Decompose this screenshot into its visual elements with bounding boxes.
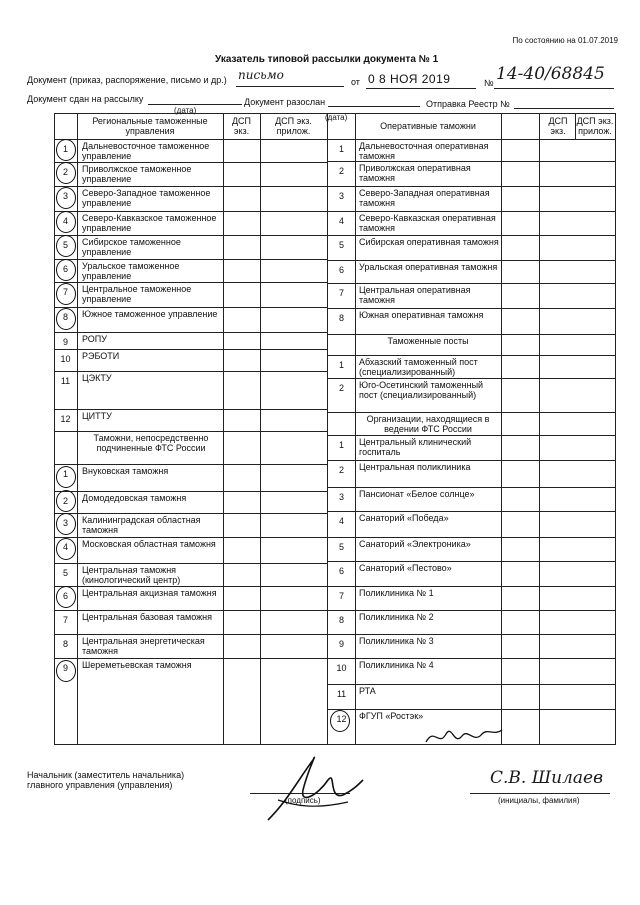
header-left-org: Региональные таможенные управления bbox=[92, 116, 208, 136]
right-row-label: Центральная поликлиника bbox=[359, 462, 471, 472]
selection-circle-mark bbox=[56, 235, 76, 257]
signer-name-handwritten: С.В. Шилаев bbox=[490, 768, 603, 788]
doc-date-stamp: 0 8 НОЯ 2019 bbox=[368, 72, 451, 86]
header-dsp-copies: ДСП экз. bbox=[231, 116, 252, 136]
selection-circle-mark bbox=[56, 139, 76, 161]
right-row-label: РТА bbox=[359, 686, 376, 696]
right-row-number: 2 bbox=[338, 166, 344, 176]
left-row-number: 2 bbox=[62, 496, 68, 506]
header-right-org: Оперативные таможни bbox=[380, 121, 476, 131]
right-row-label: Поликлиника № 2 bbox=[359, 612, 434, 622]
signature-caption: (подпись) bbox=[285, 796, 321, 805]
right-row-label: Таможенные посты bbox=[387, 336, 469, 346]
right-row-number: 4 bbox=[338, 216, 344, 226]
right-row-number: 6 bbox=[338, 566, 344, 576]
selection-circle-mark bbox=[56, 660, 76, 682]
left-row-number: 4 bbox=[62, 216, 68, 226]
right-row-label: Северо-Западная оперативная таможня bbox=[359, 188, 490, 208]
date-caption-left: (дата) bbox=[174, 106, 197, 115]
footer-position bbox=[27, 770, 197, 790]
right-row-label: Северо-Кавказская оперативная таможня bbox=[359, 213, 496, 233]
left-row-number: 4 bbox=[62, 542, 68, 552]
left-row-number: 2 bbox=[62, 167, 68, 177]
left-row-number: 5 bbox=[62, 240, 68, 250]
right-row-label: Сибирская оперативная таможня bbox=[359, 237, 499, 247]
left-row-number: 3 bbox=[62, 518, 68, 528]
left-row-label: Московская областная таможня bbox=[82, 539, 216, 549]
selection-circle-mark bbox=[56, 490, 76, 512]
page-title: Указатель типовой рассылки документа № 1 bbox=[215, 54, 439, 65]
left-row-label: Центральная энергетическая таможня bbox=[82, 636, 205, 656]
right-row-number: 11 bbox=[336, 689, 347, 699]
right-row-number: 3 bbox=[338, 492, 344, 502]
right-row-number: 7 bbox=[338, 288, 344, 298]
right-row-label: Санаторий «Пестово» bbox=[359, 563, 452, 573]
selection-circle-mark bbox=[56, 513, 76, 535]
date-caption-right: (дата) bbox=[325, 113, 348, 122]
row-signature-scribble bbox=[424, 722, 504, 752]
left-row-label: Центральная акцизная таможня bbox=[82, 588, 217, 598]
right-row-label: Уральская оперативная таможня bbox=[359, 262, 498, 272]
selection-circle-mark bbox=[56, 259, 76, 281]
selection-circle-mark bbox=[56, 162, 76, 184]
left-row-number: 8 bbox=[62, 639, 68, 649]
right-row-label: Приволжская оперативная таможня bbox=[359, 163, 471, 183]
right-row-number: 8 bbox=[338, 615, 344, 625]
right-row-label: Санаторий «Электроника» bbox=[359, 539, 471, 549]
left-row-number: 7 bbox=[62, 287, 68, 297]
right-row-number: 1 bbox=[338, 440, 344, 450]
status-date: По состоянию на 01.07.2019 bbox=[512, 36, 618, 45]
right-row-label: Абхазский таможенный пост (специализированный) bbox=[359, 357, 478, 377]
left-row-number: 9 bbox=[62, 663, 68, 673]
left-row-label: Внуковская таможня bbox=[82, 466, 169, 476]
left-row-number: 5 bbox=[62, 568, 68, 578]
name-caption: (инициалы, фамилия) bbox=[498, 796, 580, 805]
right-row-number: 12 bbox=[336, 714, 347, 724]
selection-circle-mark bbox=[56, 586, 76, 608]
left-row-label: РОПУ bbox=[82, 334, 107, 344]
right-row-label: Поликлиника № 4 bbox=[359, 660, 434, 670]
selection-circle-mark bbox=[56, 211, 76, 233]
left-row-number: 9 bbox=[62, 337, 68, 347]
left-row-number: 6 bbox=[62, 591, 68, 601]
right-row-label: Поликлиника № 3 bbox=[359, 636, 434, 646]
date-label: от bbox=[351, 77, 360, 87]
left-row-number: 10 bbox=[60, 354, 71, 364]
right-row-label: ФГУП «Ростэк» bbox=[359, 711, 424, 721]
selection-circle-mark bbox=[56, 283, 76, 305]
footer-position-text: Начальник (заместитель начальника) главного управления (управления) bbox=[27, 770, 185, 790]
selection-circle-mark bbox=[56, 308, 76, 330]
right-row-number: 5 bbox=[338, 240, 344, 250]
left-row-label: Центральная таможня (кинологический центр) bbox=[82, 565, 181, 585]
left-row-label: Северо-Кавказское таможенное управление bbox=[82, 213, 217, 233]
number-label: № bbox=[484, 78, 494, 88]
right-row-number: 8 bbox=[338, 313, 344, 323]
right-row-label: Организации, находящиеся в ведении ФТС России bbox=[366, 414, 490, 434]
right-row-number: 1 bbox=[338, 360, 344, 370]
left-row-label: Приволжское таможенное управление bbox=[82, 164, 192, 184]
selection-circle-mark bbox=[330, 710, 350, 732]
left-row-label: Домодедовская таможня bbox=[82, 493, 187, 503]
right-row-label: Дальневосточная оперативная таможня bbox=[359, 141, 489, 161]
selection-circle-mark bbox=[56, 466, 76, 488]
left-row-number: 1 bbox=[62, 469, 68, 479]
left-row-label: Северо-Западное таможенное управление bbox=[82, 188, 211, 208]
left-row-label: Сибирское таможенное управление bbox=[82, 237, 181, 257]
right-row-label: Центральный клинический госпиталь bbox=[359, 437, 472, 457]
left-row-label: Дальневосточное таможенное управление bbox=[82, 141, 210, 161]
right-row-number: 3 bbox=[338, 191, 344, 201]
left-row-number: 12 bbox=[60, 414, 71, 424]
left-row-number: 6 bbox=[62, 264, 68, 274]
right-row-label: Южная оперативная таможня bbox=[359, 310, 484, 320]
distribution-table bbox=[54, 113, 616, 745]
left-row-label: Уральское таможенное управление bbox=[82, 261, 180, 281]
header-dsp-attach-right: ДСП экз. прилож. bbox=[576, 116, 614, 136]
sent-label: Документ разослан bbox=[244, 97, 326, 107]
header-dsp-copies-right: ДСП экз. bbox=[548, 116, 568, 136]
right-row-number: 2 bbox=[338, 465, 344, 475]
left-row-label: Шереметьевская таможня bbox=[82, 660, 192, 670]
left-row-number: 11 bbox=[60, 376, 71, 386]
selection-circle-mark bbox=[56, 538, 76, 560]
left-row-number: 7 bbox=[62, 615, 68, 625]
left-row-label: РЭБОТИ bbox=[82, 351, 120, 361]
left-row-number: 8 bbox=[62, 312, 68, 322]
left-row-label: ЦЭКТУ bbox=[82, 373, 112, 383]
selection-circle-mark bbox=[56, 187, 76, 209]
doc-number-handwritten: 14-40/68845 bbox=[496, 64, 605, 84]
registry-label: Отправка Реестр № bbox=[426, 99, 510, 109]
right-row-number: 1 bbox=[338, 144, 344, 154]
left-row-label: Центральная базовая таможня bbox=[82, 612, 212, 622]
doc-type-label: Документ (приказ, распоряжение, письмо и др.) bbox=[27, 75, 227, 85]
right-row-number: 2 bbox=[338, 383, 344, 393]
doc-type-handwritten: письмо bbox=[238, 68, 284, 82]
left-row-number: 3 bbox=[62, 191, 68, 201]
send-label: Документ сдан на рассылку bbox=[27, 94, 144, 104]
left-row-label: Центральное таможенное управление bbox=[82, 284, 192, 304]
left-row-label: Южное таможенное управление bbox=[82, 309, 218, 319]
right-row-label: Поликлиника № 1 bbox=[359, 588, 434, 598]
right-row-number: 4 bbox=[338, 516, 344, 526]
right-row-number: 7 bbox=[338, 591, 344, 601]
right-row-label: Санаторий «Победа» bbox=[359, 513, 449, 523]
right-row-number: 9 bbox=[338, 639, 344, 649]
right-row-label: Юго-Осетинский таможенный пост (специализированный) bbox=[359, 380, 484, 400]
header-dsp-attach: ДСП экз. прилож. bbox=[275, 116, 312, 136]
left-row-label: ЦИТТУ bbox=[82, 411, 112, 421]
right-row-number: 5 bbox=[338, 542, 344, 552]
left-row-label: Калининградская областная таможня bbox=[82, 515, 201, 535]
right-row-number: 10 bbox=[336, 663, 347, 673]
left-row-label: Таможни, непосредственно подчиненные ФТС России bbox=[93, 433, 209, 453]
signature-scribble bbox=[258, 740, 368, 830]
right-row-label: Пансионат «Белое солнце» bbox=[359, 489, 475, 499]
right-row-number: 6 bbox=[338, 265, 344, 275]
left-row-number: 1 bbox=[62, 144, 68, 154]
right-row-label: Центральная оперативная таможня bbox=[359, 285, 471, 305]
